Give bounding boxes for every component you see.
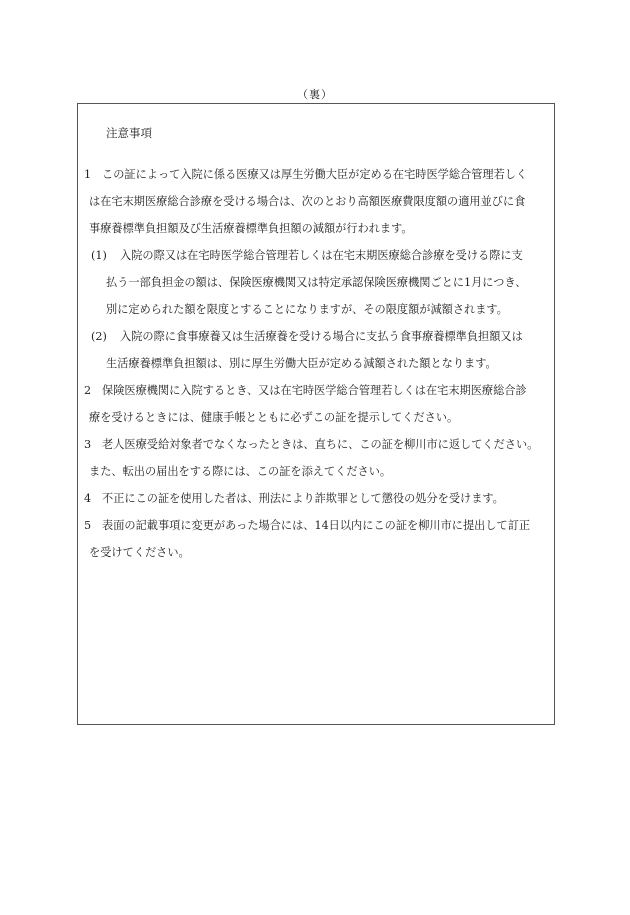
notice-heading: 注意事項 xyxy=(106,126,152,140)
note-1-sub-1-line-2: 払う一部負担金の額は、保険医療機関又は特定承認保険医療機関ごとに1月につき、 xyxy=(106,276,527,289)
note-1-number: 1 xyxy=(84,168,92,181)
note-5-line-1: 表面の記載事項に変更があった場合には、14日以内にこの証を柳川市に提出して訂正 xyxy=(102,519,531,532)
note-3-line-2: また、転出の届出をする際には、この証を添えてください。 xyxy=(89,465,392,478)
note-1-line-1: この証によって入院に係る医療又は厚生労働大臣が定める在宅時医学総合管理若しく xyxy=(102,168,528,181)
note-2-line-2: 療を受けるときには、健康手帳とともに必ずこの証を提示してください。 xyxy=(89,411,459,424)
note-5-line-2: を受けてください。 xyxy=(89,546,190,559)
note-5-number: 5 xyxy=(84,519,92,532)
note-1-sub-1-number: (1) xyxy=(91,249,107,262)
note-2-line-1: 保険医療機関に入院するとき、又は在宅時医学総合管理若しくは在宅末期医療総合診 xyxy=(102,384,527,397)
note-1-sub-2-number: (2) xyxy=(91,330,107,343)
note-1-sub-1-line-1: 入院の際又は在宅時医学総合管理若しくは在宅末期医療総合診療を受ける際に支 xyxy=(120,249,523,262)
note-3-line-1: 老人医療受給対象者でなくなったときは、直ちに、この証を柳川市に返してください。 xyxy=(102,438,539,451)
note-4-line-1: 不正にこの証を使用した者は、刑法により詐欺罪として懲役の処分を受けます。 xyxy=(102,492,504,505)
note-3-number: 3 xyxy=(84,438,92,451)
page-side-label: （裏） xyxy=(297,88,333,101)
note-1-line-3: 事療養標準負担額及び生活療養標準負担額の減額が行われます。 xyxy=(89,222,413,235)
note-1-sub-2-line-2: 生活療養標準負担額は、別に厚生労働大臣が定める減額された額となります。 xyxy=(106,357,497,370)
notice-box xyxy=(77,103,555,725)
note-1-line-2: は在宅末期医療総合診療を受ける場合は、次のとおり高額医療費限度額の適用並びに食 xyxy=(89,195,526,208)
note-1-sub-1-line-3: 別に定められた額を限度とすることになりますが、その限度額が減額されます。 xyxy=(106,303,508,316)
note-4-number: 4 xyxy=(84,492,92,505)
note-2-number: 2 xyxy=(84,384,92,397)
note-1-sub-2-line-1: 入院の際に食事療養又は生活療養を受ける場合に支払う食事療養標準負担額又は xyxy=(120,330,523,343)
